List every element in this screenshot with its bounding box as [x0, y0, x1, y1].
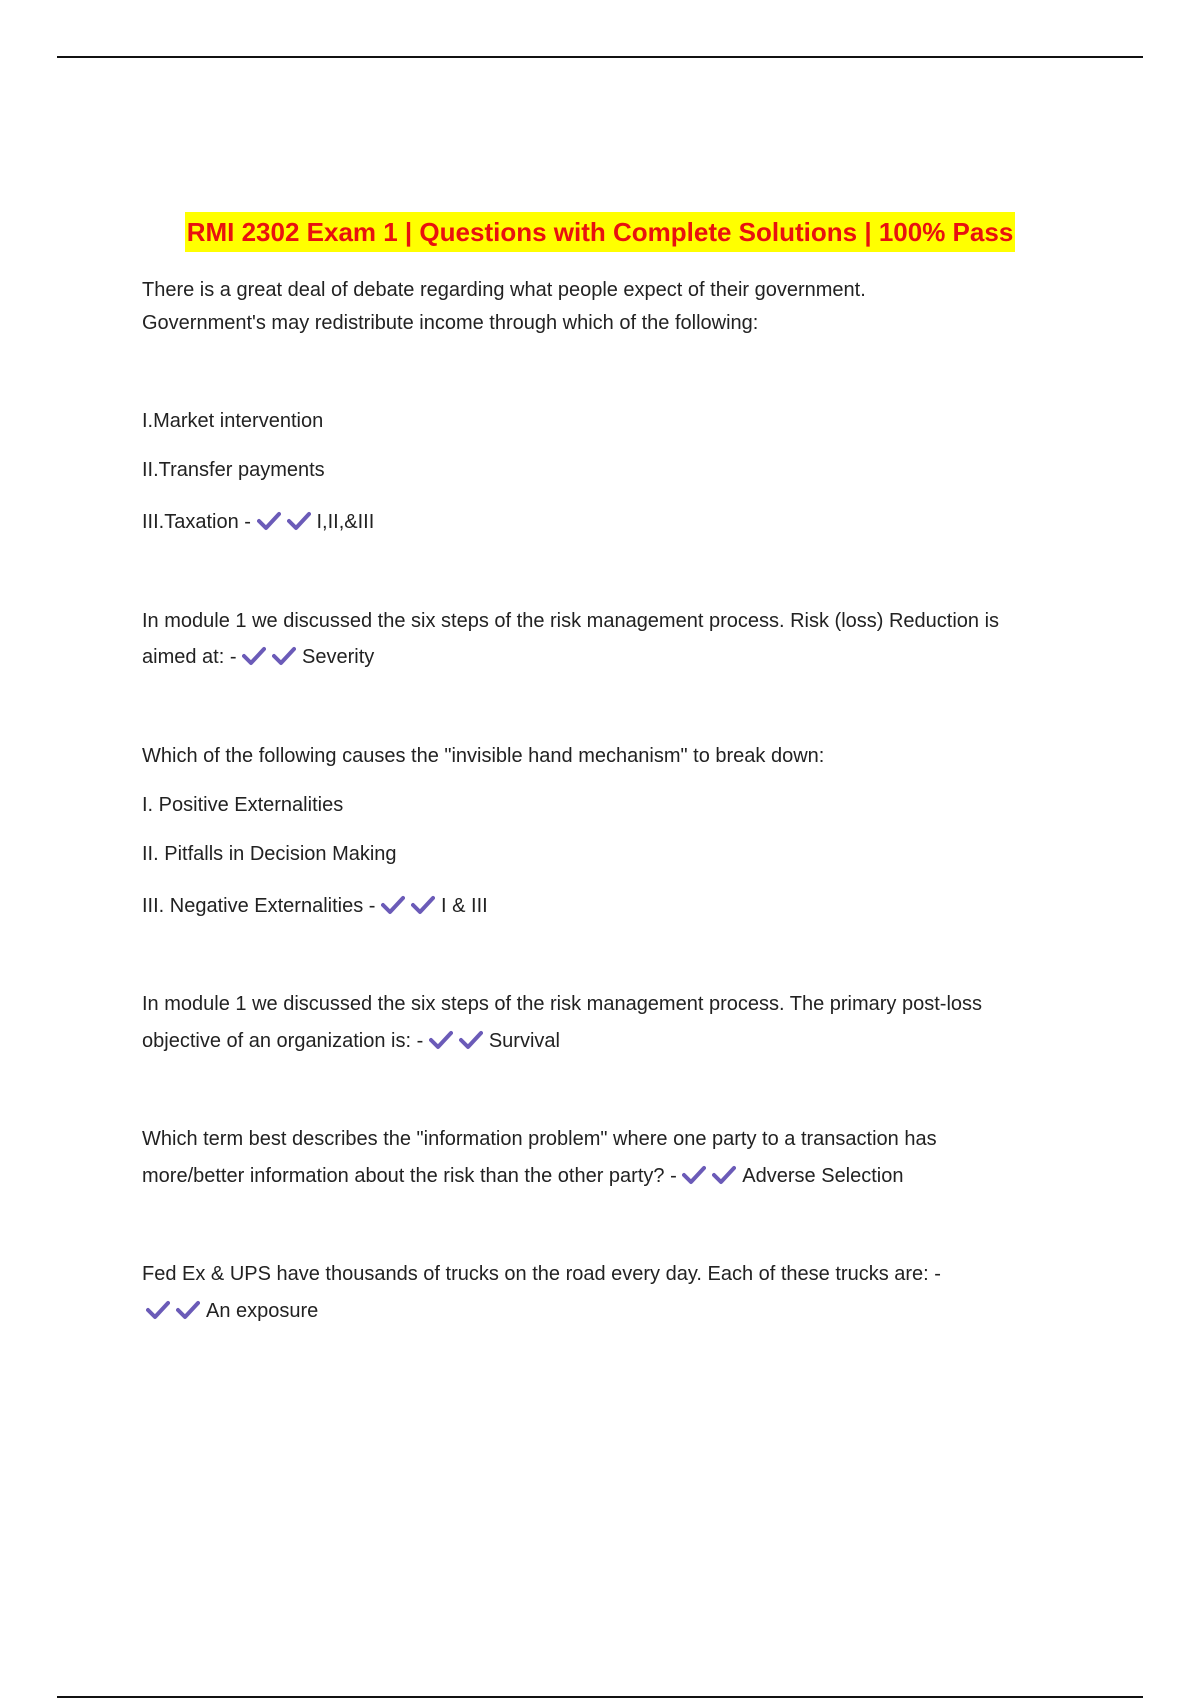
top-rule [57, 56, 1143, 58]
check-icon [176, 1299, 200, 1321]
q3-option3: III. Negative Externalities - [142, 895, 376, 917]
q1-option3: III.Taxation - [142, 511, 251, 533]
q3-answer: I & III [441, 895, 488, 917]
check-icon [712, 1164, 736, 1186]
check-icon [429, 1029, 453, 1051]
q1-option1: I.Market intervention [142, 410, 324, 432]
q2-line1: In module 1 we discussed the six steps of the risk management process. Risk (loss) Reduction is [142, 610, 1000, 632]
q4-line1: In module 1 we discussed the six steps of the risk management process. The primary post-loss [142, 993, 983, 1015]
q1-line1: There is a great deal of debate regarding what people expect of their government. [142, 279, 866, 301]
q1-answer: I,II,&III [316, 511, 375, 533]
q5-line1: Which term best describes the "information problem" where one party to a transaction has [142, 1128, 937, 1150]
check-icon [146, 1299, 170, 1321]
q4-answer: Survival [488, 1030, 560, 1052]
check-icon [381, 894, 405, 916]
q1-option3-row [142, 508, 374, 536]
q3-line1: Which of the following causes the "invisible hand mechanism" to break down: [142, 745, 825, 767]
check-icon [287, 510, 311, 532]
q2-line2-row [142, 643, 374, 671]
check-icon [257, 510, 281, 532]
q1-line2: Government's may redistribute income through which of the following: [142, 312, 759, 334]
q3-option3-row [142, 892, 488, 920]
title-wrap [0, 212, 1200, 252]
document-title: RMI 2302 Exam 1 | Questions with Complete Solutions | 100% Pass [185, 212, 1016, 252]
q5-line2: more/better information about the risk than the other party? - [142, 1165, 677, 1187]
q4-line2: objective of an organization is: - [142, 1030, 424, 1052]
q6-line2-row [142, 1297, 318, 1325]
q2-line2: aimed at: - [142, 646, 237, 668]
q4-line2-row [142, 1027, 560, 1055]
check-icon [682, 1164, 706, 1186]
check-icon [459, 1029, 483, 1051]
check-icon [411, 894, 435, 916]
q2-answer: Severity [302, 646, 375, 668]
q3-option2: II. Pitfalls in Decision Making [142, 843, 397, 865]
check-icon [242, 645, 266, 667]
q1-option2: II.Transfer payments [142, 459, 325, 481]
q6-line1: Fed Ex & UPS have thousands of trucks on the road every day. Each of these trucks are: - [142, 1263, 941, 1285]
bottom-rule [57, 1696, 1143, 1698]
check-icon [272, 645, 296, 667]
q6-answer: An exposure [206, 1300, 319, 1322]
q5-answer: Adverse Selection [742, 1165, 904, 1187]
q3-option1: I. Positive Externalities [142, 794, 344, 816]
q5-line2-row [142, 1162, 904, 1190]
